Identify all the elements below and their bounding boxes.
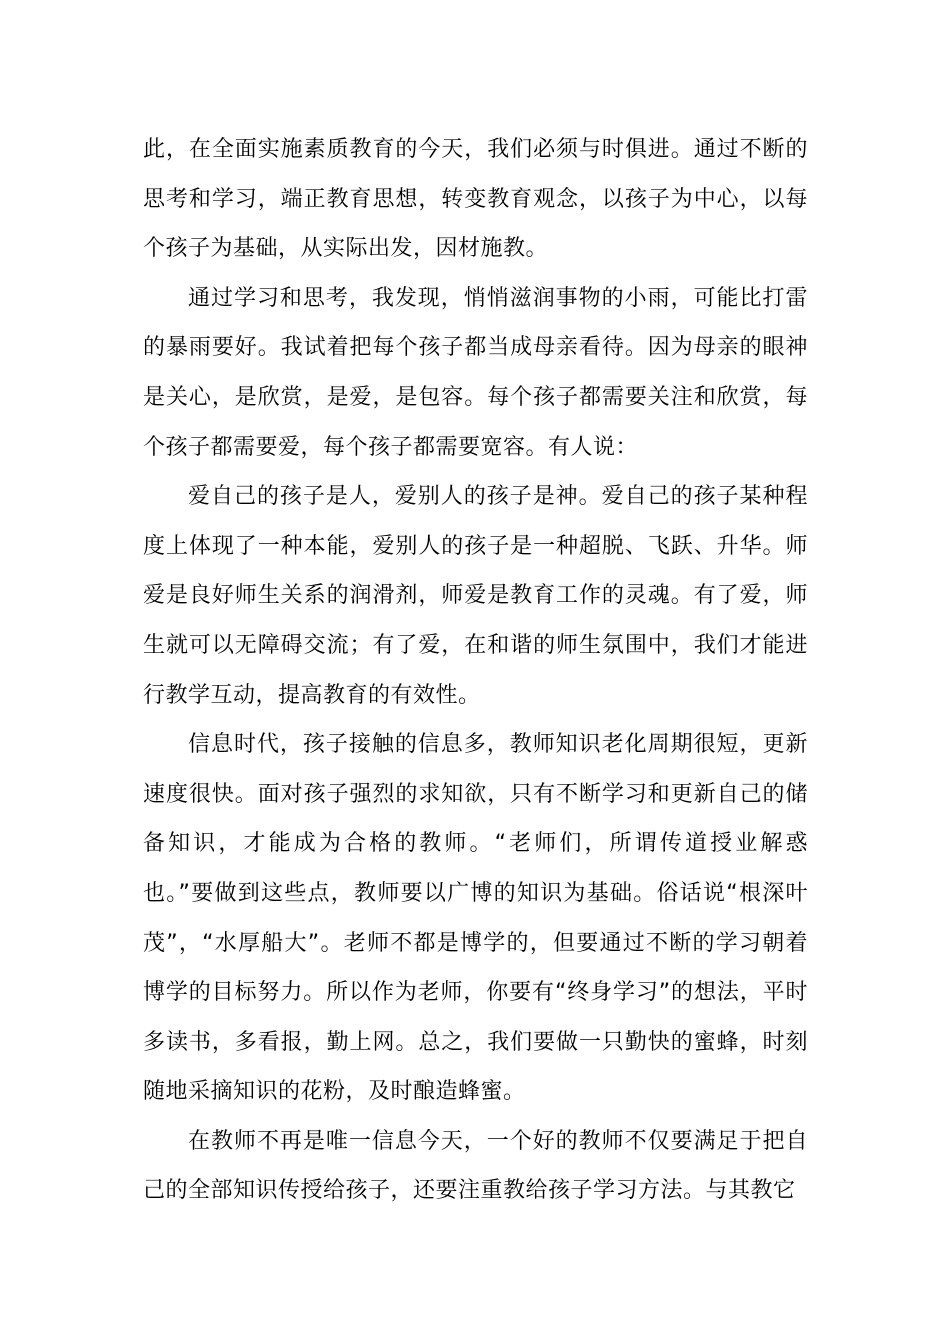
paragraph-4: 信息时代，孩子接触的信息多，教师知识老化周期很短，更新速度很快。面对孩子强烈的求知欲，只有不断学习和更新自己的储备知识，才能成为合格的教师。“老师们，所谓传道授业解惑也。”要做到这些点，教师要以广博的知识为基础。俗话说“根深叶茂”，“水厚船大”。老师不都是博学的，但要通过不断的学习朝着博学的目标努力。所以作为老师，你要有“终身学习”的想法，平时多读书，多看报，勤上网。总之，我们要做一只勤快的蜜蜂，时刻随地采摘知识的花粉，及时酿造蜂蜜。 [143, 732, 808, 1105]
paragraph-2: 通过学习和思考，我发现，悄悄滋润事物的小雨，可能比打雷的暴雨要好。我试着把每个孩子都当成母亲看待。因为母亲的眼神是关心，是欣赏，是爱，是包容。每个孩子都需要关注和欣赏，每个孩子都需要爱，每个孩子都需要宽容。有人说： [143, 285, 808, 460]
paragraph-3: 爱自己的孩子是人，爱别人的孩子是神。爱自己的孩子某种程度上体现了一种本能，爱别人的孩子是一种超脱、飞跃、升华。师爱是良好师生关系的润滑剂，师爱是教育工作的灵魂。有了爱，师生就可以无障碍交流；有了爱，在和谐的师生氛围中，我们才能进行教学互动，提高教育的有效性。 [143, 484, 808, 708]
paragraph-5: 在教师不再是唯一信息今天，一个好的教师不仅要满足于把自己的全部知识传授给孩子，还要注重教给孩子学习方法。与其教它 [143, 1128, 808, 1204]
document-body [143, 125, 808, 1216]
paragraph-1: 此，在全面实施素质教育的今天，我们必须与时俱进。通过不断的思考和学习，端正教育思想，转变教育观念，以孩子为中心，以每个孩子为基础，从实际出发，因材施教。 [143, 137, 808, 262]
